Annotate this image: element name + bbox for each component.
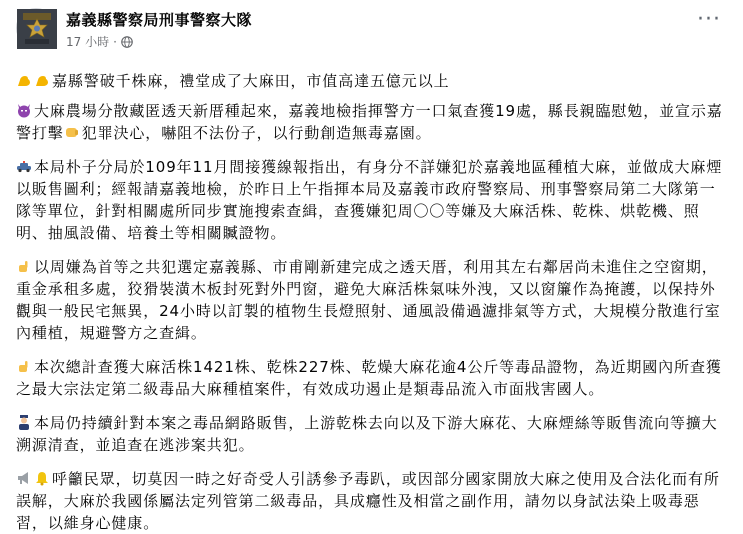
pointing-hand-icon [16,358,32,374]
post-paragraph-7 [16,468,727,534]
meta-separator: · [113,34,117,49]
post-paragraph-5 [16,356,727,400]
post-meta [66,33,133,50]
flexed-biceps-icon [34,72,50,88]
paragraph-6-text: 本局仍持續針對本案之毒品網路販售，上游乾株去向以及下游大麻花、大麻煙絲等販售流向等擴大溯源清查，並追查在逃涉案共犯。 [16,414,718,454]
post-paragraph-3 [16,156,727,244]
paragraph-3-text: 本局朴子分局於109年11月間接獲線報指出，有身分不詳嫌犯於嘉義地區種植大麻，並做成大麻煙以販售圖利；經報請嘉義地檢，於昨日上午指揮本局及嘉義市政府警察局、刑事警察局第二大隊第一隊等單位，針對相關處所同步實施搜索查緝，查獲嫌犯周〇〇等嫌及大麻活株、乾株、烘乾機、照明、抽風設備、培養土等相關贓證物。 [16,158,723,242]
angry-devil-icon [16,102,32,118]
police-car-icon [16,158,32,174]
paragraph-5-text: 本次總計查獲大麻活株1421株、乾株227株、乾燥大麻花逾4公斤等毒品證物，為近期國內所查獲之最大宗法定第二級毒品大麻種植案件，有效成功遏止是類毒品流入市面戕害國人。 [16,358,722,398]
globe-icon[interactable] [121,36,133,48]
flexed-biceps-icon [16,72,32,88]
more-options-button[interactable]: ··· [697,7,721,32]
paragraph-1-text: 嘉縣警破千株麻，禮堂成了大麻田，市值高達五億元以上 [52,72,450,90]
pointing-hand-icon [16,258,32,274]
megaphone-icon [16,470,32,486]
post-time[interactable]: 17 小時 [66,35,110,49]
paragraph-7-text: 呼籲民眾，切莫因一時之好奇受人引誘參予毒趴，或因部分國家開放大麻之使用及合法化而有所誤解，大麻於我國係屬法定列管第二級毒品，具成癮性及相當之副作用，請勿以身試法染上吸毒惡習，以維身心健康。 [16,470,720,532]
post-paragraph-6 [16,412,727,456]
page-name[interactable]: 嘉義縣警察局刑事警察大隊 [66,11,253,29]
post-paragraph-2 [16,100,727,144]
oncoming-fist-icon [64,124,80,140]
post-paragraph-1 [16,70,727,92]
paragraph-4-text: 以周嫌為首等之共犯選定嘉義縣、市甫剛新建完成之透天厝，利用其左右鄰居尚未進住之空窗期，重金承租多處，狡猾裝潢木板封死對外門窗，避免大麻活株氣味外洩，又以窗簾作為掩護，以保持外觀與一般民宅無異，24小時以訂製的植物生長燈照射、通風設備過濾排氣等方式，大規模分散進行室內種植，規避警方之查緝。 [16,258,721,342]
police-officer-icon [16,414,32,430]
post-content [16,70,727,534]
post-paragraph-4 [16,256,727,344]
paragraph-2-text-b: 犯罪決心，嚇阻不法份子，以行動創造無毒嘉園。 [81,124,432,142]
police-badge-icon [17,9,57,49]
post-header [16,8,727,60]
paragraph-2-text: 大麻農場分散藏匿透天新厝種起來，嘉義地檢指揮警方一口氣查獲19處，縣長親臨慰勉，並宣示嘉警打擊 [16,102,723,142]
page-avatar[interactable] [16,8,56,48]
bell-icon [34,470,50,486]
